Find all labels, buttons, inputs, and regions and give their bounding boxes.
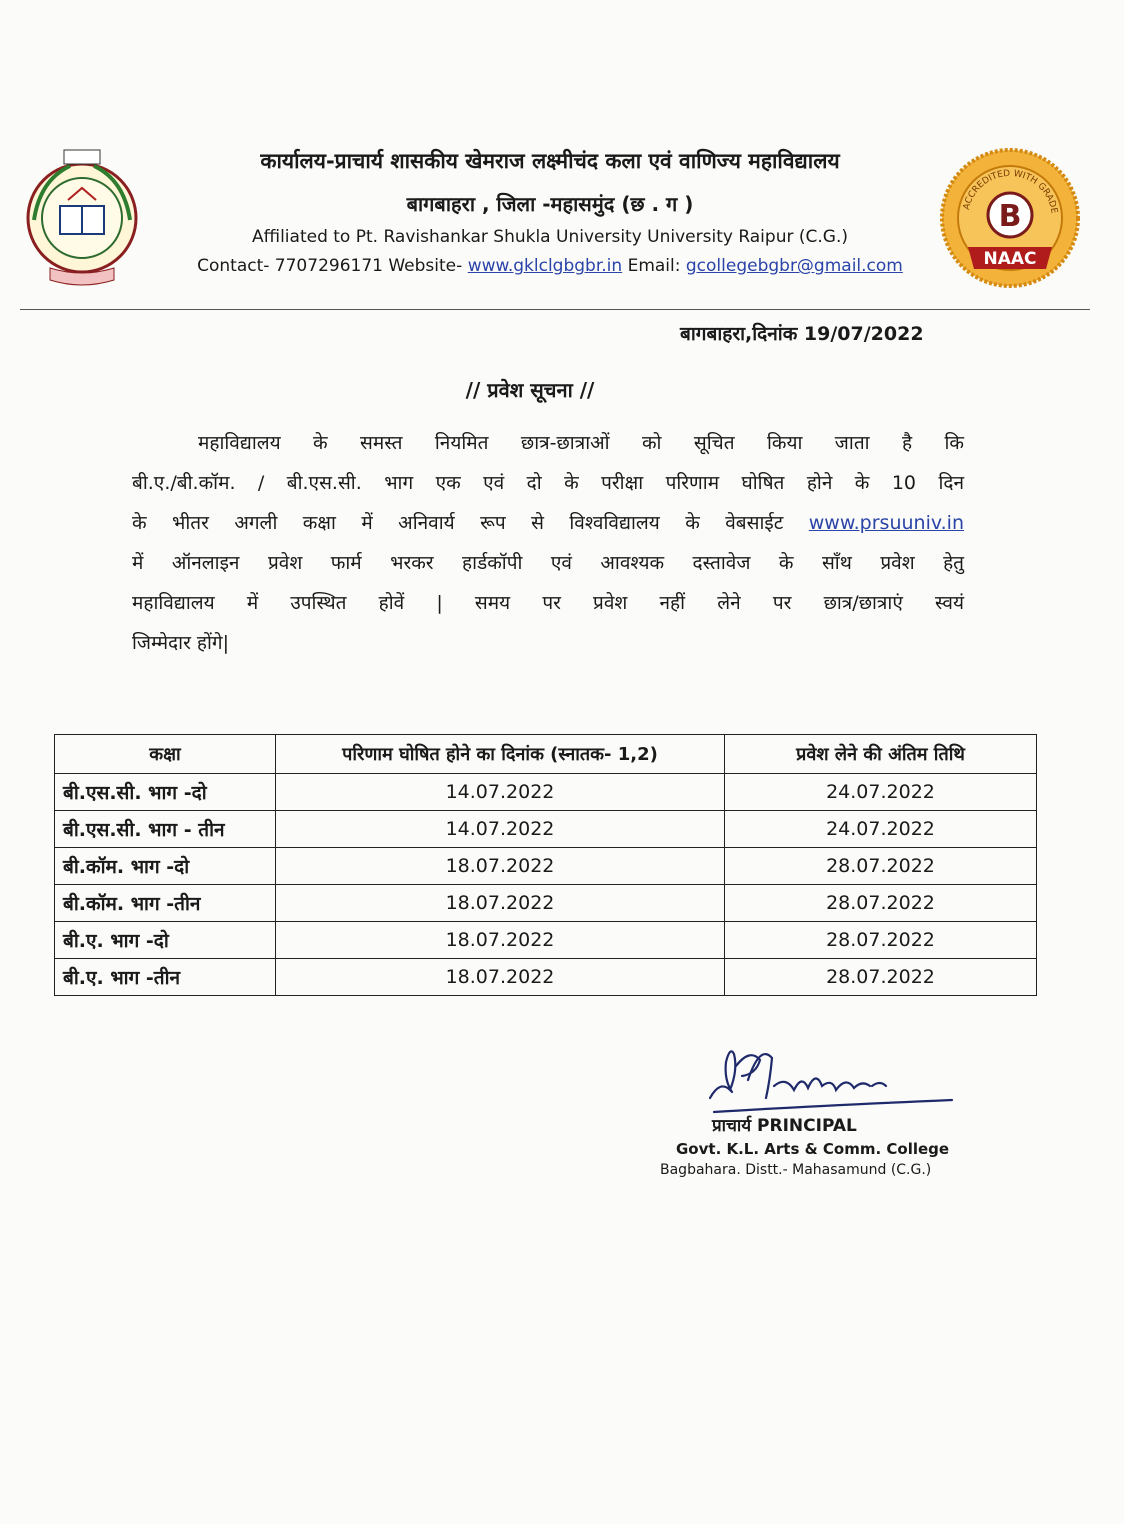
table-row — [55, 922, 1037, 959]
paragraph-line: बी.ए./बी.कॉम. / बी.एस.सी. भाग एक एवं दो के परीक्षा परिणाम घोषित होने के 10 दिन — [132, 472, 964, 494]
paragraph-text: के भीतर अगली कक्षा में अनिवार्य रूप से विश्वविद्यालय के वेबसाईट — [132, 512, 809, 534]
contact-line — [150, 256, 950, 276]
header-divider — [20, 309, 1090, 310]
paragraph-line: में ऑनलाइन प्रवेश फार्म भरकर हार्डकॉपी एवं आवश्यक दस्तावेज के साँथ प्रवेश हेतु — [132, 552, 964, 574]
cell-last-date: 28.07.2022 — [725, 922, 1037, 959]
table-row — [55, 959, 1037, 996]
cell-result-date: 14.07.2022 — [276, 811, 725, 848]
college-name: कार्यालय-प्राचार्य शासकीय खेमराज लक्ष्मीचंद कला एवं वाणिज्य महाविद्यालय — [260, 149, 840, 173]
website-link[interactable]: www.gklclgbgbr.in — [467, 256, 623, 276]
cell-last-date: 28.07.2022 — [725, 848, 1037, 885]
cell-result-date: 18.07.2022 — [276, 848, 725, 885]
header-class: कक्षा — [55, 735, 276, 774]
paragraph-line: महाविद्यालय के समस्त नियमित छात्र-छात्राओं को सूचित किया जाता है कि — [198, 432, 964, 454]
table-row — [55, 885, 1037, 922]
signature-address: Bagbahara. Distt.- Mahasamund (C.G.) — [660, 1162, 932, 1178]
table-header-row — [55, 735, 1037, 774]
notice-paragraph — [132, 423, 964, 663]
contact-prefix: Contact- 7707296171 Website- — [197, 256, 468, 276]
college-emblem-logo — [20, 140, 150, 305]
naac-ring-text: ACCREDITED WITH GRADE — [961, 168, 1059, 215]
header-last-date: प्रवेश लेने की अंतिम तिथि — [725, 735, 1037, 774]
email-link[interactable]: gcollegebgbr@gmail.com — [685, 256, 903, 276]
signature-title: प्राचार्य PRINCIPAL — [712, 1116, 857, 1136]
cell-last-date: 28.07.2022 — [725, 885, 1037, 922]
admission-schedule-table — [54, 734, 1037, 996]
cell-class: बी.कॉम. भाग -दो — [55, 848, 276, 885]
university-website-link[interactable]: www.prsuuniv.in — [808, 512, 964, 534]
table-row — [55, 811, 1037, 848]
cell-result-date: 14.07.2022 — [276, 774, 725, 811]
table-row — [55, 848, 1037, 885]
cell-last-date: 24.07.2022 — [725, 774, 1037, 811]
email-prefix: Email: — [622, 256, 686, 276]
cell-class: बी.ए. भाग -दो — [55, 922, 276, 959]
notice-date: बागबाहरा,दिनांक 19/07/2022 — [680, 323, 924, 345]
cell-class: बी.एस.सी. भाग - तीन — [55, 811, 276, 848]
header-result-date: परिणाम घोषित होने का दिनांक (स्नातक- 1,2) — [276, 735, 725, 774]
cell-class: बी.एस.सी. भाग -दो — [55, 774, 276, 811]
college-location: बागबाहरा , जिला -महासमुंद (छ . ग ) — [406, 192, 694, 216]
table-row — [55, 774, 1037, 811]
cell-class: बी.ए. भाग -तीन — [55, 959, 276, 996]
cell-last-date: 28.07.2022 — [725, 959, 1037, 996]
cell-result-date: 18.07.2022 — [276, 959, 725, 996]
naac-grade: B — [998, 199, 1022, 234]
cell-class: बी.कॉम. भाग -तीन — [55, 885, 276, 922]
cell-result-date: 18.07.2022 — [276, 922, 725, 959]
cell-result-date: 18.07.2022 — [276, 885, 725, 922]
naac-seal-logo — [938, 143, 1082, 293]
paragraph-line: जिम्मेदार होंगे| — [132, 632, 229, 654]
paragraph-line — [132, 503, 964, 543]
naac-label: NAAC — [983, 249, 1037, 269]
signature-college: Govt. K.L. Arts & Comm. College — [676, 1140, 950, 1158]
cell-last-date: 24.07.2022 — [725, 811, 1037, 848]
paragraph-line: महाविद्यालय में उपस्थित होवें | समय पर प्रवेश नहीं लेने पर छात्र/छात्राएं स्वयं — [132, 592, 964, 614]
affiliation: Affiliated to Pt. Ravishankar Shukla University University Raipur (C.G.) — [252, 227, 848, 247]
notice-title: // प्रवेश सूचना // — [465, 378, 595, 402]
